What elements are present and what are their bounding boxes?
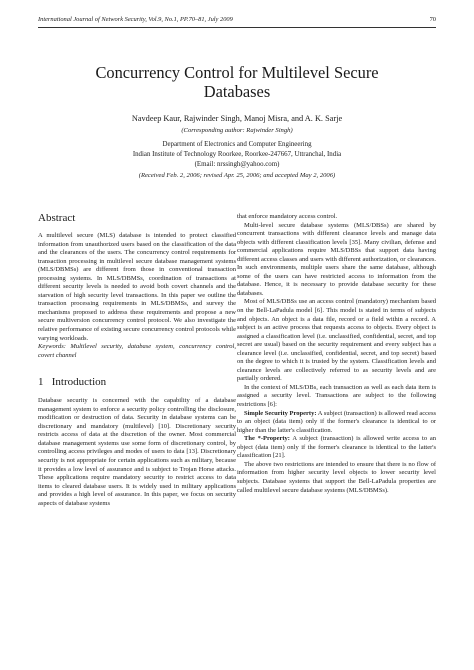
star-property-text: A subject (transaction) is allowed write access to an object (data item) only if the former's clearance is identical to the latter's classification [21].: [237, 435, 436, 460]
author-list: Navdeep Kaur, Rajwinder Singh, Manoj Misra, and A. K. Sarje: [131, 114, 343, 123]
abstract-heading: Abstract: [38, 212, 76, 224]
email: (Email: nrssingh@yahoo.com): [194, 161, 280, 169]
institute: Indian Institute of Technology Roorkee, Roorkee-247667, Uttranchal, India: [132, 151, 342, 159]
received-dates: (Received Feb. 2, 2006; revised Apr. 25, 2006; and accepted May 2, 2006): [138, 171, 336, 179]
paragraph-simple-security: [237, 410, 436, 436]
paragraph-restrictions: In the context of MLS/DBs, each transaction as well as each data item is assigned a security level. Transactions are subject to the following restrictions [6]:: [237, 383, 436, 409]
paragraph-mls-dbs: Multi-level secure database systems (MLS/DBSs) are shared by concurrent transactions with different clearance levels and manage data objects with different classification levels [35]. Many civilian, defense and commercial applications require MLS/DBSs that support data having different access classes and users with different authorization, or clearances. In such environments, multiple users share the same database, although some of the users can have restricted access to information from the database. Hence, it is necessary to provide database security for these databases.: [237, 221, 436, 297]
header-rule: [38, 27, 436, 28]
left-column: [38, 212, 236, 508]
paragraph-star-property: [237, 435, 436, 461]
simple-security-label: Simple Security Property:: [244, 409, 317, 417]
simple-security-text: A subject (transaction) is allowed read access to an object (data item) only if the former's clearance is identical to or higher than the latter's classification.: [237, 409, 437, 434]
introduction-body: Database security is concerned with the capability of a database management system to enforce a security policy controlling the disclosure, modification or destruction of data. Security in database systems can be discretionary and mandatory (multilevel) [10]. Discretionary security restricts access of data at the discretion of the owner. Most commercial database management systems use some form of discretionary control, by controlling access privileges and modes of users to data [13]. Discretionary security is not appropriate for certain applications such as military, because it provides a low level of assurance and is subject to Trojan Horse attacks. These applications require mandatory security to restrict access to data items to cleared database users. It is widely used in military applications and provides a high level of assurance. In this paper, we focus on security aspects of database systems: [38, 397, 236, 507]
paper-title: [38, 63, 436, 101]
abstract-body: A multilevel secure (MLS) database is intended to protect classified information from unauthorized users based on the classification of the data and the clearances of the users. The concurrency control requirements for transaction processing in multilevel secure database management systems (MLS/DBMSs) are different from those in conventional transaction processing systems. In MLS/DBMSs, coordination of transactions at different security levels is needed to avoid both covert channels and the starvation of high security level transactions. In this paper we outline the transaction processing requirements in MLS/DBMSs, and survey the mechanisms proposed to address these requirements and propose a new secure multiversion concurrency control protocol. We also investigate the relative performance of existing secure concurrency control protocols while varying workloads.: [38, 232, 236, 342]
department: Department of Electronics and Computer Engineering: [162, 141, 312, 148]
running-header: [38, 16, 436, 24]
right-column: [237, 213, 436, 495]
paragraph-bell-lapadula: Most of MLS/DBSs use an access control (mandatory) mechanism based on the Bell-LaPadula model [6]. This model is stated in terms of subjects and objects. An object is a data file, record or a field within a record. A subject is an active process that requests access to objects. Every object is assigned a classification level (i.e. unclassified, confidential, secret, and top secret are usual) based on the security requirement and every subject has a clearance level (i.e. unclassified, confidential, secret, and top secret) based on the degree to which it is trusted by the system. Classification levels and clearance levels are collectively referred to as security levels and are partially ordered.: [237, 298, 436, 383]
title-line-1: Concurrency Control for Multilevel Secure: [95, 63, 379, 82]
keywords: Keywords: Multilevel security, database system, concurrency control, covert channel: [38, 343, 236, 359]
page-number: 70: [429, 16, 436, 23]
star-property-label: The *-Property:: [244, 435, 290, 443]
corresponding-author: (Corresponding author: Rajwinder Singh): [181, 127, 293, 134]
paragraph-information-flow: The above two restrictions are intended to ensure that there is no flow of information from higher security level objects to lower security level subjects. Database systems that support the Bell-LaPadula properties are called multilevel secure database systems (MLS/DBMSs).: [237, 460, 436, 494]
intro-continuation: that enforce mandatory access control.: [237, 213, 338, 220]
affiliation-block: [38, 140, 436, 181]
journal-citation: International Journal of Network Security, Vol.9, No.1, PP.70–81, July 2009: [38, 16, 233, 23]
introduction-heading: 1 Introduction: [38, 376, 107, 389]
title-line-2: Databases: [203, 82, 271, 101]
